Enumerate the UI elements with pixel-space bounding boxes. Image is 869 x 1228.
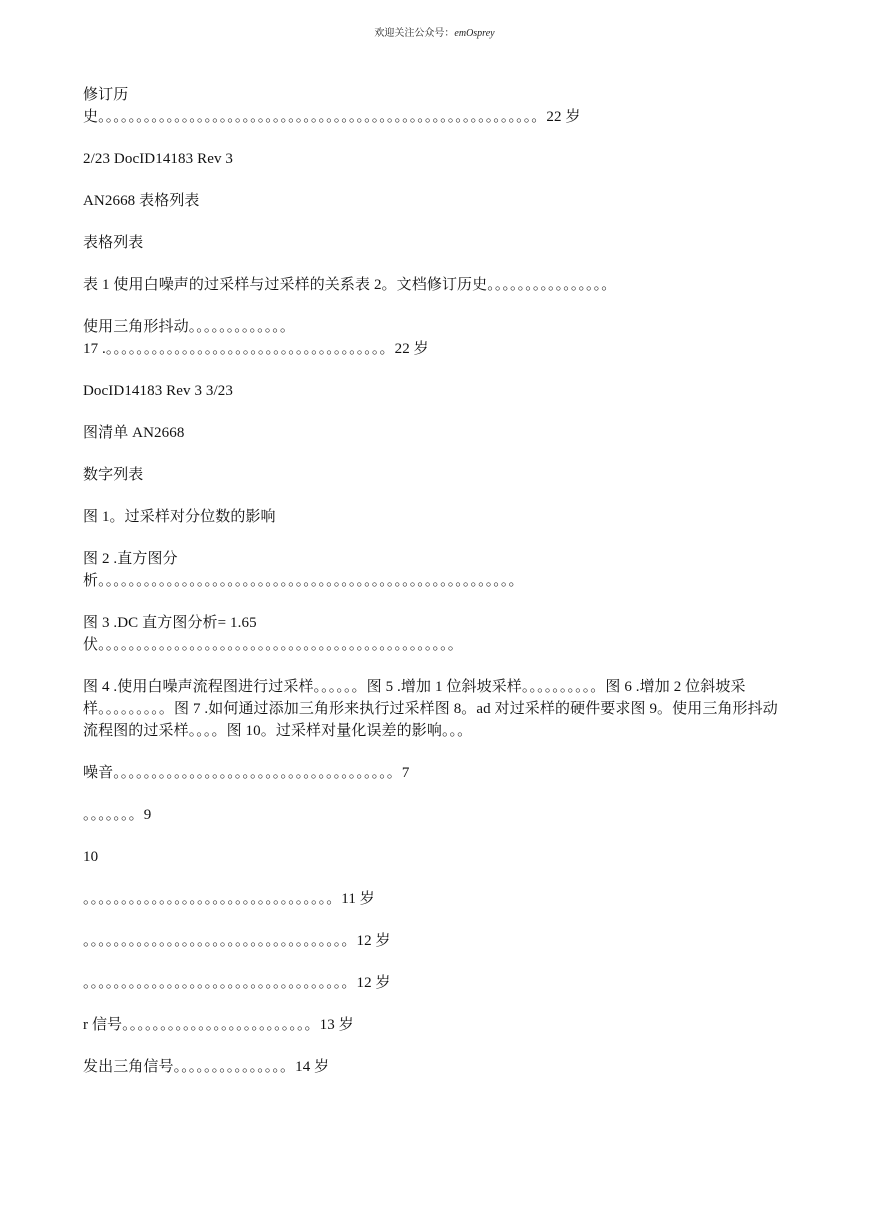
document-paragraph [83, 972, 783, 994]
paragraph-line: DocID14183 Rev 3 3/23 [83, 383, 233, 399]
paragraph-line: 2/23 DocID14183 Rev 3 [83, 151, 233, 167]
document-paragraph [83, 84, 783, 128]
paragraph-line: 数字列表 [83, 467, 144, 483]
paragraph-line: 表格列表 [83, 235, 144, 251]
paragraph-line: 。。。。。。。。。。。。。。。。。。。。。。。。。。。。。。。。。。。12 岁 [83, 933, 391, 949]
paragraph-line: r 信号。。。。。。。。。。。。。。。。。。。。。。。。。13 岁 [83, 1017, 354, 1033]
paragraph-line: 史。。。。。。。。。。。。。。。。。。。。。。。。。。。。。。。。。。。。。。。。。。。。。。。。。。。。。。。。。。22 岁 [83, 109, 581, 125]
paragraph-line: 。。。。。。。9 [83, 807, 152, 823]
document-paragraph [83, 762, 783, 784]
document-paragraph [83, 804, 783, 826]
paragraph-line: 修订历 [83, 87, 129, 103]
document-body [83, 84, 783, 1098]
document-paragraph [83, 930, 783, 952]
document-paragraph [83, 888, 783, 910]
document-paragraph [83, 422, 783, 444]
document-paragraph [83, 316, 783, 360]
page-header [0, 24, 869, 39]
paragraph-line: 使用三角形抖动。。。。。。。。。。。。。 [83, 319, 296, 335]
paragraph-line: AN2668 表格列表 [83, 193, 200, 209]
document-paragraph [83, 190, 783, 212]
paragraph-line: 。。。。。。。。。。。。。。。。。。。。。。。。。。。。。。。。。。。12 岁 [83, 975, 391, 991]
paragraph-line: 伏。。。。。。。。。。。。。。。。。。。。。。。。。。。。。。。。。。。。。。。。。。。。。。。 [83, 637, 463, 653]
document-paragraph [83, 380, 783, 402]
paragraph-line: 。。。。。。。。。。。。。。。。。。。。。。。。。。。。。。。。。11 岁 [83, 891, 375, 907]
document-paragraph [83, 464, 783, 486]
paragraph-line: 10 [83, 849, 99, 865]
document-paragraph [83, 612, 783, 656]
document-paragraph [83, 274, 783, 296]
header-label: 欢迎关注公众号： [374, 28, 455, 39]
paragraph-line: 发出三角信号。。。。。。。。。。。。。。。14 岁 [83, 1059, 330, 1075]
paragraph-line: 图 4 .使用白噪声流程图进行过采样。。。。。。图 5 .增加 1 位斜坡采样。。。。。。。。。。图 6 .增加 2 位斜坡采样。。。。。。。。。图 7 .如何通过添加三角形来执行过采样图 8。ad 对过采样的硬件要求图 9。使用三角形抖动流程图的过采样。。。。图 10。过采样对量化误差的影响。。。 [83, 679, 778, 739]
document-paragraph [83, 1056, 783, 1078]
document-paragraph [83, 676, 783, 742]
document-paragraph [83, 846, 783, 868]
document-paragraph [83, 548, 783, 592]
paragraph-line: 17 .。。。。。。。。。。。。。。。。。。。。。。。。。。。。。。。。。。。。。22 岁 [83, 341, 429, 357]
paragraph-line: 图 3 .DC 直方图分析= 1.65 [83, 615, 257, 631]
paragraph-line: 图清单 AN2668 [83, 425, 185, 441]
paragraph-line: 噪音。。。。。。。。。。。。。。。。。。。。。。。。。。。。。。。。。。。。。7 [83, 765, 410, 781]
paragraph-line: 图 2 .直方图分 [83, 551, 178, 567]
document-paragraph [83, 232, 783, 254]
document-paragraph [83, 148, 783, 170]
document-paragraph [83, 506, 783, 528]
paragraph-line: 表 1 使用白噪声的过采样与过采样的关系表 2。文档修订历史。。。。。。。。。。。。。。。。 [83, 277, 617, 293]
header-brand: emOsprey [454, 28, 495, 39]
document-paragraph [83, 1014, 783, 1036]
paragraph-line: 图 1。过采样对分位数的影响 [83, 509, 276, 525]
paragraph-line: 析。。。。。。。。。。。。。。。。。。。。。。。。。。。。。。。。。。。。。。。。。。。。。。。。。。。。。。。 [83, 573, 524, 589]
